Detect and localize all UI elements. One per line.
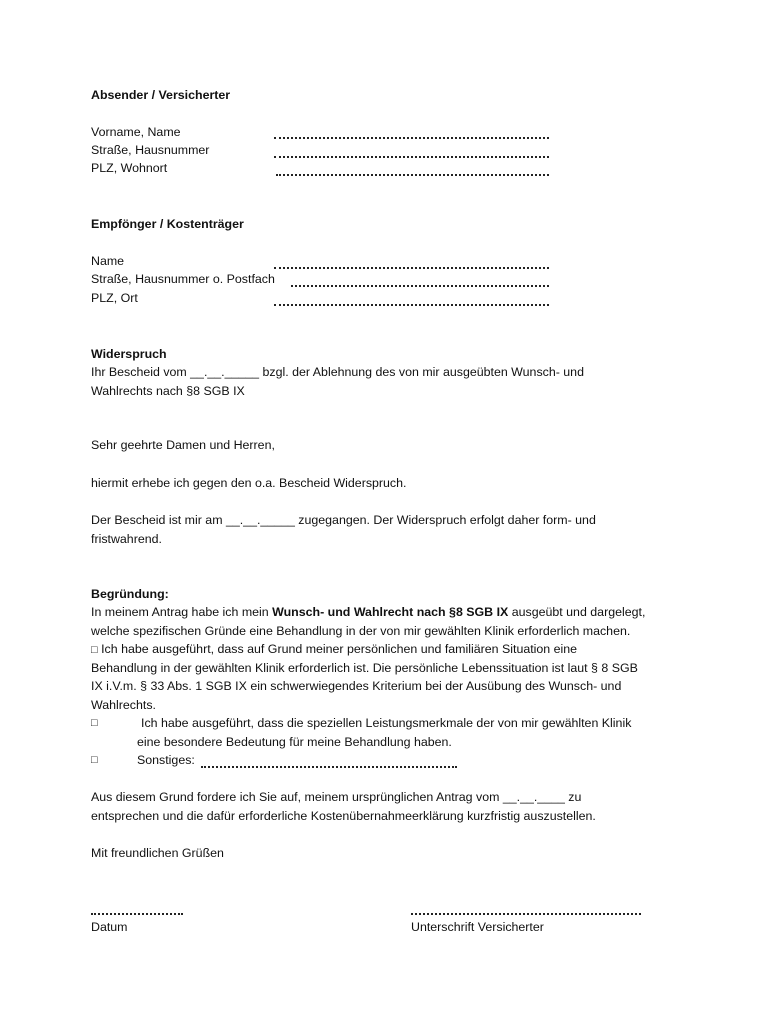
sender-city-field[interactable] (276, 172, 549, 176)
sender-name-label: Vorname, Name (91, 125, 181, 139)
sender-street-label: Straße, Hausnummer (91, 143, 210, 157)
recipient-city-label: PLZ, Ort (91, 291, 138, 305)
reasoning-p1-pre: In meinem Antrag habe ich mein (91, 605, 273, 619)
recipient-city-field[interactable] (274, 302, 549, 306)
option-3-field[interactable] (201, 764, 457, 768)
option-1-checkbox[interactable]: □ (91, 644, 98, 656)
sender-city-label: PLZ, Wohnort (91, 161, 168, 175)
option-1-line-4: Wahlrechts. (91, 698, 156, 712)
sender-name-field[interactable] (274, 135, 549, 139)
reasoning-heading: Begründung: (91, 587, 169, 601)
closing: Mit freundlichen Grüßen (91, 846, 224, 860)
option-1 (91, 642, 577, 658)
demand-line-1: Aus diesem Grund fordere ich Sie auf, meinem ursprünglichen Antrag vom __.__.____ zu (91, 790, 582, 804)
subject-heading: Widerspruch (91, 347, 167, 361)
recipient-street-field[interactable] (291, 283, 549, 287)
received-line-1: Der Bescheid ist mir am __.__._____ zugegangen. Der Widerspruch erfolgt daher form- und (91, 513, 596, 527)
option-2-checkbox[interactable]: □ (91, 717, 98, 729)
recipient-name-label: Name (91, 254, 125, 268)
signature-field[interactable] (411, 911, 641, 915)
reasoning-paragraph-1 (91, 605, 645, 620)
sender-street-field[interactable] (274, 154, 549, 158)
option-1-line-2: Behandlung in der gewählten Klinik erforderlich ist. Die persönliche Lebenssituation ist laut § 8 SGB (91, 661, 638, 675)
subject-line-1: Ihr Bescheid vom __.__._____ bzgl. der Ablehnung des von mir ausgeübten Wunsch- und (91, 365, 584, 379)
option-2-line-1: Ich habe ausgeführt, dass die speziellen Leistungsmerkmale der von mir gewählten Klinik (141, 716, 632, 730)
option-1-line-3: IX i.V.m. § 33 Abs. 1 SGB IX ein schwerwiegendes Kriterium bei der Ausübung des Wunsch- und (91, 679, 622, 693)
date-label: Datum (91, 920, 128, 934)
demand-line-2: entsprechen und die dafür erforderliche Kostenübernahmeerklärung kurzfristig auszustellen. (91, 809, 596, 823)
salutation: Sehr geehrte Damen und Herren, (91, 438, 275, 452)
option-3-checkbox[interactable]: □ (91, 754, 98, 766)
subject-line-2: Wahlrechts nach §8 SGB IX (91, 384, 245, 398)
recipient-heading: Empfönger / Kostenträger (91, 217, 244, 231)
option-3-label: Sonstiges: (137, 753, 195, 767)
option-1-text: Ich habe ausgeführt, dass auf Grund meiner persönlichen und familiären Situation eine (101, 642, 578, 656)
recipient-name-field[interactable] (274, 265, 549, 269)
date-field[interactable] (91, 911, 183, 915)
reasoning-p1-bold: Wunsch- und Wahlrecht nach §8 SGB IX (272, 605, 509, 619)
reasoning-p1-post: ausgeübt und dargelegt, (508, 605, 646, 619)
option-2-line-2: eine besondere Bedeutung für meine Behandlung haben. (137, 735, 452, 749)
sender-heading: Absender / Versicherter (91, 88, 231, 102)
reasoning-p1-line-2: welche spezifischen Gründe eine Behandlung in der von mir gewählten Klinik erforderlich machen. (91, 624, 631, 638)
intro-text: hiermit erhebe ich gegen den o.a. Bescheid Widerspruch. (91, 476, 407, 490)
recipient-street-label: Straße, Hausnummer o. Postfach (91, 272, 275, 286)
received-line-2: fristwahrend. (91, 532, 162, 546)
signature-label: Unterschrift Versicherter (411, 920, 544, 934)
